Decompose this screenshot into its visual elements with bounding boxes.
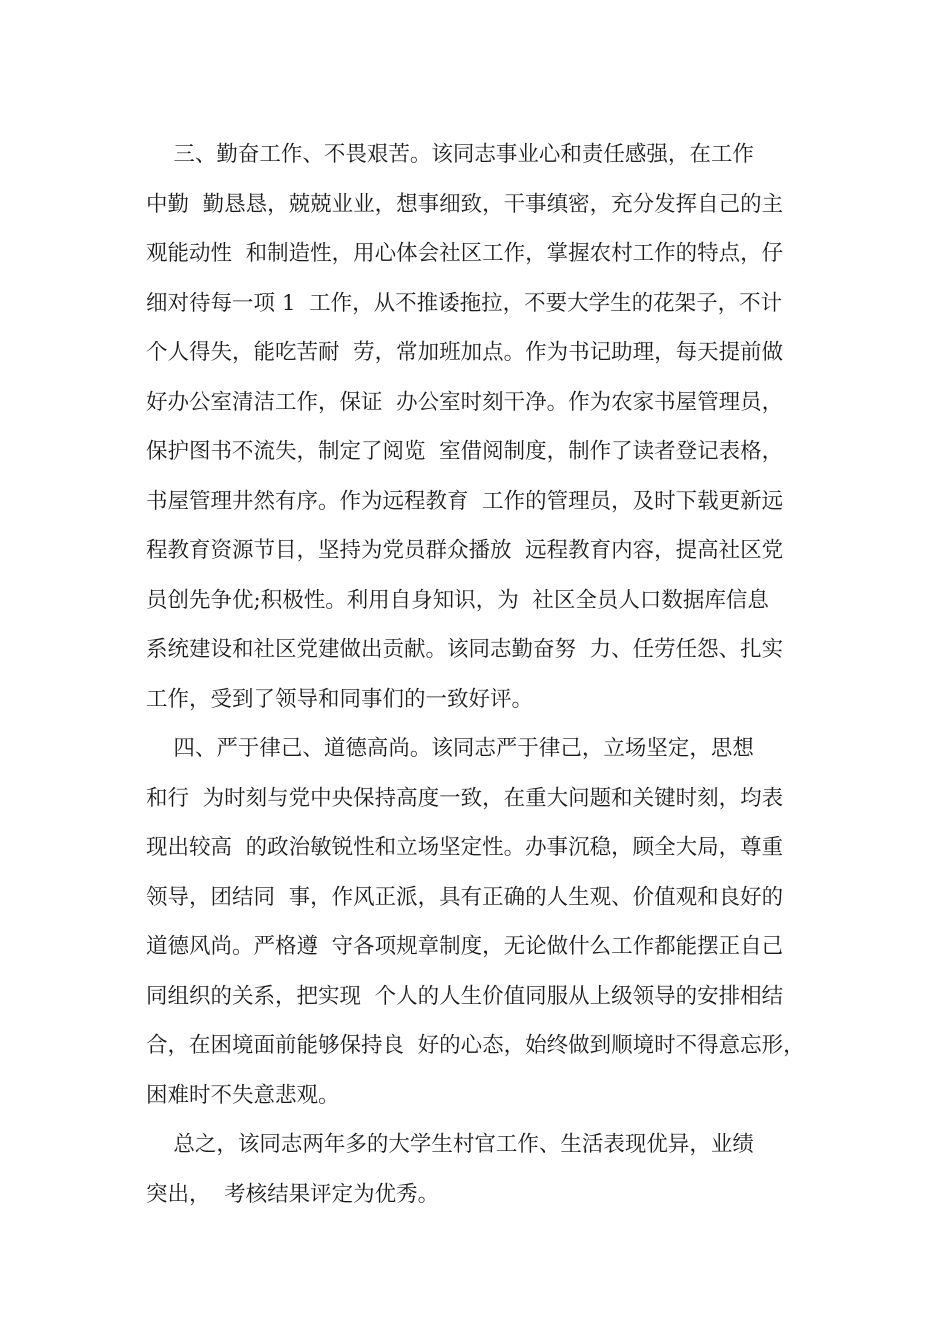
text-line: 和行 为时刻与党中央保持高度一致，在重大问题和关键时刻，均表 xyxy=(146,785,784,811)
text-line: 道德风尚。严格遵 守各项规章制度，无论做什么工作都能摆正自己 xyxy=(146,934,784,959)
text-line: 程教育资源节目，坚持为党员群众播放 远程教育内容，提高社区党 xyxy=(146,538,784,563)
text-line: 四、严于律己、道德高尚。该同志严于律己，立场坚定，思想 xyxy=(146,736,754,761)
text-line: 员创先争优;积极性。利用自身知识，为 社区全员人口数据库信息 xyxy=(146,587,769,613)
text-line: 中勤 勤恳恳，兢兢业业，想事细致，干事缜密，充分发挥自己的主 xyxy=(146,191,784,217)
text-line: 书屋管理井然有序。作为远程教育 工作的管理员，及时下载更新远 xyxy=(146,488,784,514)
document-body xyxy=(146,130,826,1219)
text-line: 现出较高 的政治敏锐性和立场坚定性。办事沉稳，顾全大局，尊重 xyxy=(146,835,784,860)
text-line: 细对待每一项 1 工作，从不推诿拖拉，不要大学生的花架子，不计 xyxy=(146,290,783,316)
text-line: 同组织的关系，把实现 个人的人生价值同服从上级领导的安排相结 xyxy=(146,983,784,1009)
text-line: 困难时不失意悲观。 xyxy=(146,1082,340,1108)
text-line: 三、勤奋工作、不畏艰苦。该同志事业心和责任感强，在工作 xyxy=(146,142,754,167)
text-line: 突出， 考核结果评定为优秀。 xyxy=(146,1181,440,1207)
text-line: 保护图书不流失，制定了阅览 室借阅制度，制作了读者登记表格， xyxy=(146,439,784,464)
text-line: 领导，团结同 事，作风正派，具有正确的人生观、价值观和良好的 xyxy=(146,884,784,910)
paragraph-self-discipline xyxy=(146,724,826,1120)
text-line: 系统建设和社区党建做出贡献。该同志勤奋努 力、任劳任怨、扎实 xyxy=(146,637,784,662)
text-line: 个人得失，能吃苦耐 劳，常加班加点。作为书记助理，每天提前做 xyxy=(146,340,784,365)
text-line: 总之，该同志两年多的大学生村官工作、生活表现优异，业绩 xyxy=(146,1132,754,1157)
text-line: 观能动性 和制造性，用心体会社区工作，掌握农村工作的特点，仔 xyxy=(146,241,784,266)
text-line: 好办公室清洁工作，保证 办公室时刻干净。作为农家书屋管理员， xyxy=(146,389,784,415)
paragraph-diligent-work xyxy=(146,130,826,724)
text-line: 工作，受到了领导和同事们的一致好评。 xyxy=(146,686,534,712)
paragraph-summary xyxy=(146,1120,826,1219)
text-line: 合，在困境面前能够保持良 好的心态，始终做到顺境时不得意忘形， xyxy=(146,1033,805,1058)
